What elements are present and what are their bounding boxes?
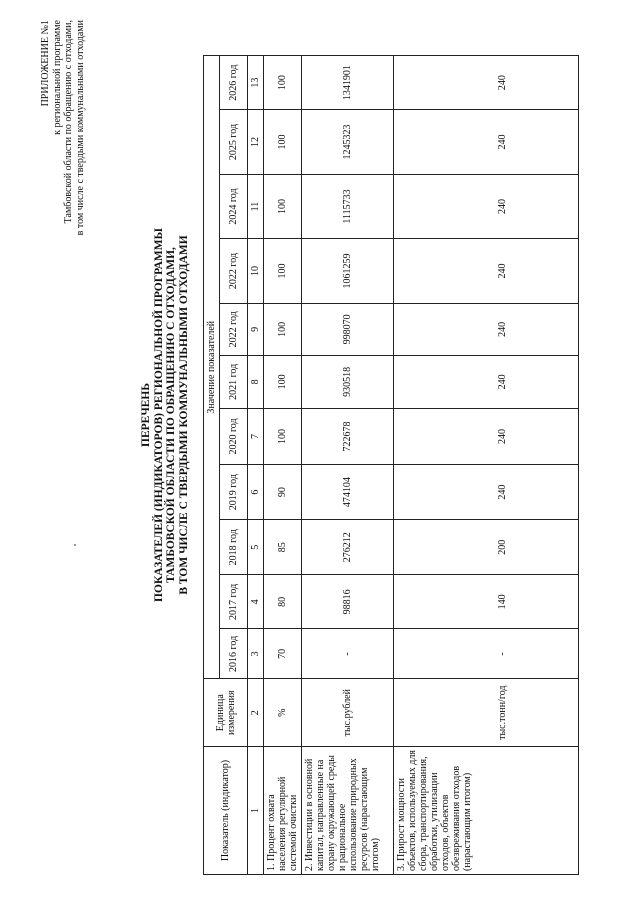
indicator-value: 70: [264, 629, 302, 679]
column-number-row: [248, 56, 264, 875]
table-row: [264, 56, 302, 875]
indicators-table: [203, 55, 579, 875]
indicator-value: 90: [264, 465, 302, 520]
indicator-value: -: [394, 629, 579, 679]
indicator-value: 930518: [302, 355, 394, 408]
header-year: 2024 год: [220, 174, 248, 239]
indicator-value: 240: [394, 465, 579, 520]
header-unit: Единица измерения: [204, 679, 248, 747]
header-year: 2026 год: [220, 56, 248, 110]
indicator-value: 100: [264, 303, 302, 355]
indicator-value: 85: [264, 520, 302, 575]
indicator-value: 722678: [302, 408, 394, 464]
indicator-value: 1245323: [302, 110, 394, 175]
indicator-value: 100: [264, 110, 302, 175]
indicator-value: -: [302, 629, 394, 679]
column-number: 4: [248, 575, 264, 629]
header-year: 2020 год: [220, 408, 248, 464]
column-number: 13: [248, 56, 264, 110]
indicator-value: 240: [394, 174, 579, 239]
title-line-4: В ТОМ ЧИСЛЕ С ТВЕРДЫМИ КОММУНАЛЬНЫМИ ОТХОДАМИ: [177, 235, 190, 595]
header-indicator: Показатель (индикатор): [204, 747, 248, 875]
indicator-unit: %: [264, 679, 302, 747]
table-row: [302, 56, 394, 875]
title-line-1: ПЕРЕЧЕНЬ: [140, 383, 152, 447]
column-number: 3: [248, 629, 264, 679]
indicator-value: 200: [394, 520, 579, 575]
indicator-unit: тыс.рублей: [302, 679, 394, 747]
column-number: 12: [248, 110, 264, 175]
header-year: 2017 год: [220, 575, 248, 629]
header-values: Значение показателей: [204, 56, 220, 679]
header-year: 2016 год: [220, 629, 248, 679]
column-number: 10: [248, 239, 264, 304]
indicator-value: 240: [394, 303, 579, 355]
header-year: 2022 год: [220, 239, 248, 304]
appendix-line-3: Тамбовской области по обращению с отходами,: [63, 20, 74, 224]
appendix-line-1: ПРИЛОЖЕНИЕ №1: [40, 20, 51, 107]
appendix-line-4: в том числе с твердыми коммунальными отходами: [74, 20, 86, 236]
title-line-3: ТАМБОВСКОЙ ОБЛАСТИ ПО ОБРАЩЕНИЮ С ОТХОДАМИ,: [165, 247, 177, 583]
appendix-line-2: к региональной программе: [51, 20, 63, 135]
indicator-name: 1. Процент охвата населения регулярной системой очистки: [264, 747, 302, 875]
indicator-value: 100: [264, 408, 302, 464]
indicator-value: 240: [394, 355, 579, 408]
indicator-value: 240: [394, 239, 579, 304]
column-number: 7: [248, 408, 264, 464]
header-year: 2022 год: [220, 303, 248, 355]
column-number: 1: [248, 747, 264, 875]
indicator-value: 1061259: [302, 239, 394, 304]
header-year: 2021 год: [220, 355, 248, 408]
indicator-value: 100: [264, 355, 302, 408]
indicator-value: 240: [394, 408, 579, 464]
indicator-name: 3. Прирост мощности объектов, используемых для сбора, транспортирования, обработки, утилизации отходов, объектов обезвреживания отходов (нарастающим итогом): [394, 747, 579, 875]
indicator-value: 100: [264, 56, 302, 110]
indicator-value: 276212: [302, 520, 394, 575]
column-number: 8: [248, 355, 264, 408]
indicator-value: 240: [394, 56, 579, 110]
table-row: [394, 56, 579, 875]
appendix-header: [40, 20, 86, 275]
indicator-value: 98816: [302, 575, 394, 629]
header-year: 2019 год: [220, 465, 248, 520]
column-number: 11: [248, 174, 264, 239]
document-title: [140, 85, 190, 745]
indicator-unit: тыс.тонн/год: [394, 679, 579, 747]
indicator-value: 100: [264, 239, 302, 304]
column-number: 9: [248, 303, 264, 355]
indicator-value: 1341901: [302, 56, 394, 110]
indicator-value: 80: [264, 575, 302, 629]
header-year: 2018 год: [220, 520, 248, 575]
indicator-value: 1115733: [302, 174, 394, 239]
header-year: 2025 год: [220, 110, 248, 175]
column-number: 5: [248, 520, 264, 575]
column-number: 6: [248, 465, 264, 520]
indicator-value: 998070: [302, 303, 394, 355]
indicator-value: 140: [394, 575, 579, 629]
indicator-name: 2. Инвестиции в основной капитал, направленные на охрану окружающей среды и рациональное использование природных ресурсов (нарастающим итогом): [302, 747, 394, 875]
column-number: 2: [248, 679, 264, 747]
indicator-value: 100: [264, 174, 302, 239]
indicator-value: 240: [394, 110, 579, 175]
indicator-value: 474104: [302, 465, 394, 520]
title-line-2: ПОКАЗАТЕЛЕЙ (ИНДИКАТОРОВ) РЕГИОНАЛЬНОЙ ПРОГРАММЫ: [152, 228, 165, 602]
